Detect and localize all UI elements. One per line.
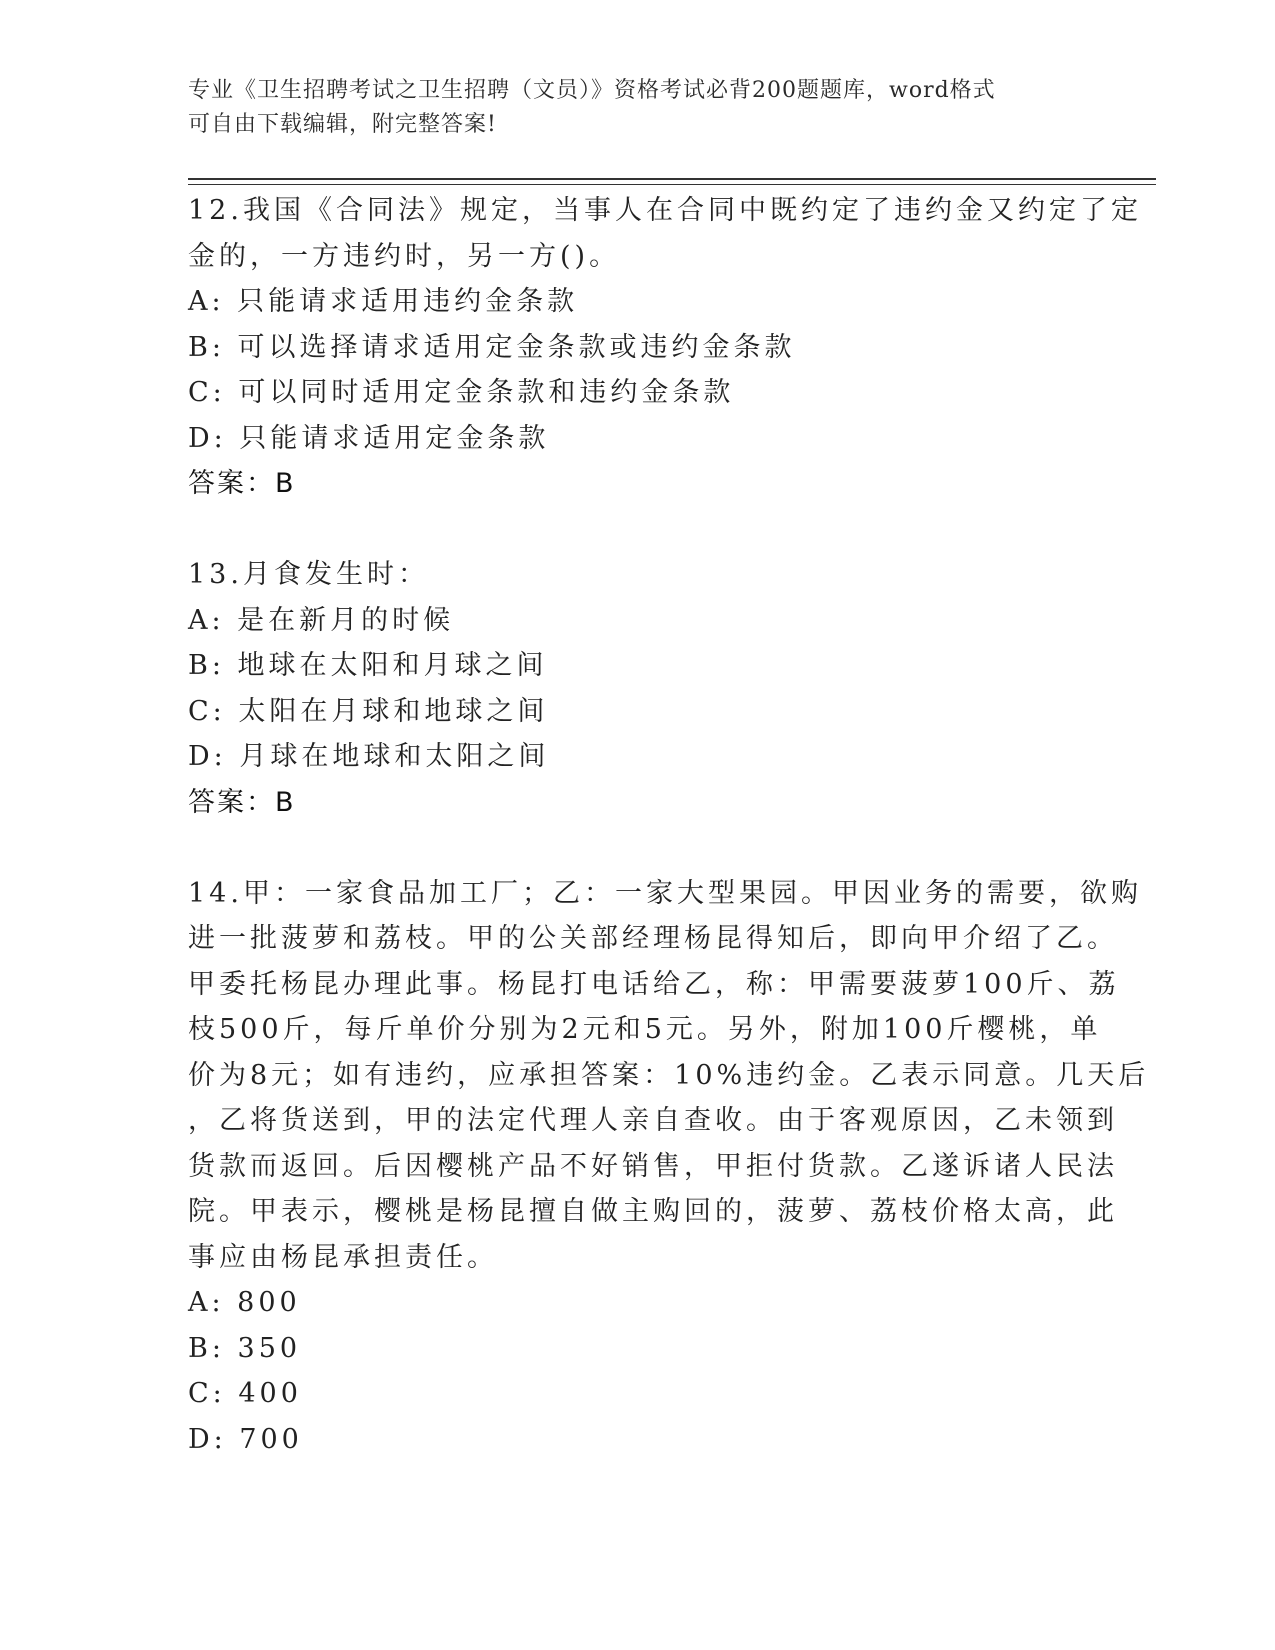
option-a: A: 800 [188,1287,301,1318]
option-a: A: 只能请求适用违约金条款 [188,286,579,317]
option-a: A: 是在新月的时候 [188,604,455,636]
option-c: C: 可以同时适用定金条款和违约金条款 [188,377,735,408]
question-12 [188,188,1142,507]
header-line-1: 专业《卫生招聘考试之卫生招聘（文员）》资格考试必背200题题库，word格式 [188,78,996,103]
answer-label: 答案：B [188,786,296,818]
question-stem-line: 14.甲：一家食品加工厂；乙：一家大型果园。甲因业务的需要，欲购 [188,877,1142,909]
spacer [188,507,1088,553]
header-line-2: 可自由下载编辑，附完整答案! [188,112,497,137]
question-stem-line: 院。甲表示，樱桃是杨昆擅自做主购回的，菠萝、荔枝价格太高，此 [188,1196,1118,1227]
answer-label: 答案：B [188,468,296,499]
option-b: B: 350 [188,1332,302,1364]
question-stem-line: 13.月食发生时： [188,559,429,590]
option-d: D: 700 [188,1423,303,1455]
option-d: D: 只能请求适用定金条款 [188,422,550,454]
question-13 [188,552,1088,825]
question-stem-line: 货款而返回。后因樱桃产品不好销售，甲拒付货款。乙遂诉诸人民法 [188,1150,1118,1182]
question-stem-line: 枝500斤，每斤单价分别为2元和5元。另外，附加100斤樱桃，单 [188,1014,1102,1045]
question-stem-line: 12.我国《合同法》规定，当事人在合同中既约定了违约金又约定了定 [188,195,1142,226]
header-divider-thick [188,178,1156,180]
option-b: B: 地球在太阳和月球之间 [188,650,548,681]
question-14 [188,871,1150,1463]
question-stem-line: 事应由杨昆承担责任。 [188,1241,498,1273]
option-d: D: 月球在地球和太阳之间 [188,741,550,772]
document-header [188,74,1088,142]
question-stem-line: 甲委托杨昆办理此事。杨昆打电话给乙，称：甲需要菠萝100斤、荔 [188,968,1120,1000]
question-stem-line: 进一批菠萝和荔枝。甲的公关部经理杨昆得知后，即向甲介绍了乙。 [188,923,1118,954]
option-c: C: 太阳在月球和地球之间 [188,695,549,727]
spacer [188,825,1088,871]
question-stem-line: ，乙将货送到，甲的法定代理人亲自查收。由于客观原因，乙未领到 [188,1105,1118,1136]
header-divider-thin [188,184,1156,185]
question-stem-line: 价为8元；如有违约，应承担答案：10%违约金。乙表示同意。几天后 [188,1059,1150,1091]
option-c: C: 400 [188,1378,302,1409]
option-b: B: 可以选择请求适用定金条款或违约金条款 [188,331,796,363]
question-list [188,188,1150,1462]
question-stem-line: 金的，一方违约时，另一方()。 [188,240,621,272]
